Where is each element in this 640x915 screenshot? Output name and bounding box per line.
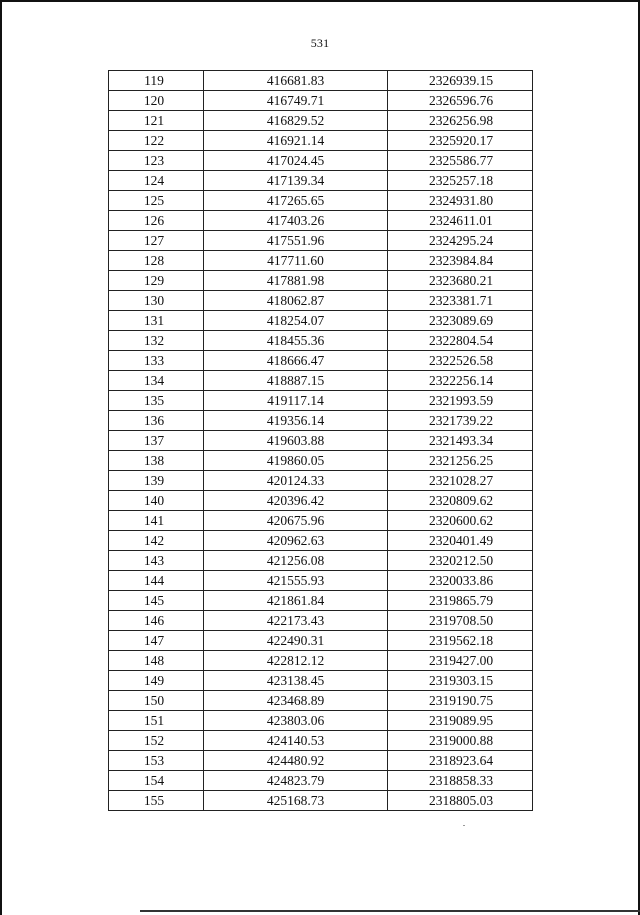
- y-coordinate-cell: 2319303.15: [388, 671, 533, 691]
- table-row: [109, 291, 533, 311]
- table-row: [109, 311, 533, 331]
- x-coordinate-cell: 420396.42: [204, 491, 388, 511]
- x-coordinate-cell: 420962.63: [204, 531, 388, 551]
- y-coordinate-cell: 2321256.25: [388, 451, 533, 471]
- point-number-cell: 138: [109, 451, 204, 471]
- table-row: [109, 531, 533, 551]
- x-coordinate-cell: 424823.79: [204, 771, 388, 791]
- table-row: [109, 591, 533, 611]
- point-number-cell: 132: [109, 331, 204, 351]
- point-number-cell: 145: [109, 591, 204, 611]
- x-coordinate-cell: 417403.26: [204, 211, 388, 231]
- table-row: [109, 151, 533, 171]
- y-coordinate-cell: 2326256.98: [388, 111, 533, 131]
- table-row: [109, 191, 533, 211]
- y-coordinate-cell: 2320401.49: [388, 531, 533, 551]
- x-coordinate-cell: 417711.60: [204, 251, 388, 271]
- y-coordinate-cell: 2325920.17: [388, 131, 533, 151]
- y-coordinate-cell: 2321739.22: [388, 411, 533, 431]
- y-coordinate-cell: 2321993.59: [388, 391, 533, 411]
- x-coordinate-cell: 418887.15: [204, 371, 388, 391]
- point-number-cell: 119: [109, 71, 204, 91]
- table-row: [109, 471, 533, 491]
- y-coordinate-cell: 2321493.34: [388, 431, 533, 451]
- x-coordinate-cell: 420124.33: [204, 471, 388, 491]
- x-coordinate-cell: 416829.52: [204, 111, 388, 131]
- point-number-cell: 142: [109, 531, 204, 551]
- y-coordinate-cell: 2318805.03: [388, 791, 533, 811]
- x-coordinate-cell: 424480.92: [204, 751, 388, 771]
- point-number-cell: 143: [109, 551, 204, 571]
- x-coordinate-cell: 419603.88: [204, 431, 388, 451]
- y-coordinate-cell: 2320809.62: [388, 491, 533, 511]
- point-number-cell: 141: [109, 511, 204, 531]
- table-row: [109, 671, 533, 691]
- y-coordinate-cell: 2320212.50: [388, 551, 533, 571]
- x-coordinate-cell: 418455.36: [204, 331, 388, 351]
- table-row: [109, 91, 533, 111]
- x-coordinate-cell: 418254.07: [204, 311, 388, 331]
- table-row: [109, 131, 533, 151]
- x-coordinate-cell: 418062.87: [204, 291, 388, 311]
- y-coordinate-cell: 2319562.18: [388, 631, 533, 651]
- x-coordinate-cell: 416921.14: [204, 131, 388, 151]
- point-number-cell: 126: [109, 211, 204, 231]
- x-coordinate-cell: 421256.08: [204, 551, 388, 571]
- table-row: [109, 631, 533, 651]
- table-row: [109, 511, 533, 531]
- point-number-cell: 128: [109, 251, 204, 271]
- table-row: [109, 71, 533, 91]
- y-coordinate-cell: 2324611.01: [388, 211, 533, 231]
- point-number-cell: 136: [109, 411, 204, 431]
- y-coordinate-cell: 2319089.95: [388, 711, 533, 731]
- table-row: [109, 611, 533, 631]
- y-coordinate-cell: 2322804.54: [388, 331, 533, 351]
- point-number-cell: 133: [109, 351, 204, 371]
- x-coordinate-cell: 417024.45: [204, 151, 388, 171]
- point-number-cell: 154: [109, 771, 204, 791]
- y-coordinate-cell: 2326939.15: [388, 71, 533, 91]
- y-coordinate-cell: 2324295.24: [388, 231, 533, 251]
- table-row: [109, 651, 533, 671]
- x-coordinate-cell: 422812.12: [204, 651, 388, 671]
- table-row: [109, 351, 533, 371]
- table-row: [109, 431, 533, 451]
- table-row: [109, 571, 533, 591]
- point-number-cell: 135: [109, 391, 204, 411]
- y-coordinate-cell: 2323381.71: [388, 291, 533, 311]
- y-coordinate-cell: 2323680.21: [388, 271, 533, 291]
- coordinates-table: [108, 70, 533, 811]
- point-number-cell: 121: [109, 111, 204, 131]
- y-coordinate-cell: 2321028.27: [388, 471, 533, 491]
- point-number-cell: 139: [109, 471, 204, 491]
- x-coordinate-cell: 417139.34: [204, 171, 388, 191]
- scan-border-top: [0, 0, 640, 2]
- x-coordinate-cell: 423138.45: [204, 671, 388, 691]
- y-coordinate-cell: 2325257.18: [388, 171, 533, 191]
- x-coordinate-cell: 417265.65: [204, 191, 388, 211]
- scan-border-left: [0, 0, 2, 915]
- y-coordinate-cell: 2323984.84: [388, 251, 533, 271]
- table-row: [109, 791, 533, 811]
- x-coordinate-cell: 418666.47: [204, 351, 388, 371]
- table-row: [109, 331, 533, 351]
- point-number-cell: 150: [109, 691, 204, 711]
- x-coordinate-cell: 417551.96: [204, 231, 388, 251]
- point-number-cell: 149: [109, 671, 204, 691]
- point-number-cell: 146: [109, 611, 204, 631]
- y-coordinate-cell: 2325586.77: [388, 151, 533, 171]
- point-number-cell: 144: [109, 571, 204, 591]
- table-row: [109, 111, 533, 131]
- table-row: [109, 371, 533, 391]
- y-coordinate-cell: 2318858.33: [388, 771, 533, 791]
- page-number: 531: [310, 36, 330, 50]
- y-coordinate-cell: 2319865.79: [388, 591, 533, 611]
- scan-speck: [463, 825, 465, 826]
- point-number-cell: 153: [109, 751, 204, 771]
- x-coordinate-cell: 423803.06: [204, 711, 388, 731]
- point-number-cell: 140: [109, 491, 204, 511]
- table-row: [109, 771, 533, 791]
- x-coordinate-cell: 419860.05: [204, 451, 388, 471]
- y-coordinate-cell: 2319708.50: [388, 611, 533, 631]
- x-coordinate-cell: 420675.96: [204, 511, 388, 531]
- x-coordinate-cell: 416749.71: [204, 91, 388, 111]
- x-coordinate-cell: 421555.93: [204, 571, 388, 591]
- point-number-cell: 124: [109, 171, 204, 191]
- table-row: [109, 451, 533, 471]
- coordinates-table-body: [109, 71, 533, 811]
- y-coordinate-cell: 2323089.69: [388, 311, 533, 331]
- table-row: [109, 731, 533, 751]
- table-row: [109, 231, 533, 251]
- y-coordinate-cell: 2320600.62: [388, 511, 533, 531]
- point-number-cell: 152: [109, 731, 204, 751]
- x-coordinate-cell: 422173.43: [204, 611, 388, 631]
- y-coordinate-cell: 2324931.80: [388, 191, 533, 211]
- y-coordinate-cell: 2319000.88: [388, 731, 533, 751]
- point-number-cell: 120: [109, 91, 204, 111]
- x-coordinate-cell: 416681.83: [204, 71, 388, 91]
- x-coordinate-cell: 419117.14: [204, 391, 388, 411]
- table-row: [109, 271, 533, 291]
- table-row: [109, 551, 533, 571]
- x-coordinate-cell: 421861.84: [204, 591, 388, 611]
- x-coordinate-cell: 419356.14: [204, 411, 388, 431]
- table-row: [109, 251, 533, 271]
- x-coordinate-cell: 425168.73: [204, 791, 388, 811]
- point-number-cell: 130: [109, 291, 204, 311]
- point-number-cell: 127: [109, 231, 204, 251]
- point-number-cell: 147: [109, 631, 204, 651]
- table-row: [109, 711, 533, 731]
- table-row: [109, 691, 533, 711]
- y-coordinate-cell: 2322256.14: [388, 371, 533, 391]
- x-coordinate-cell: 422490.31: [204, 631, 388, 651]
- table-row: [109, 411, 533, 431]
- point-number-cell: 137: [109, 431, 204, 451]
- y-coordinate-cell: 2319427.00: [388, 651, 533, 671]
- table-row: [109, 491, 533, 511]
- point-number-cell: 122: [109, 131, 204, 151]
- table-row: [109, 171, 533, 191]
- point-number-cell: 131: [109, 311, 204, 331]
- x-coordinate-cell: 423468.89: [204, 691, 388, 711]
- table-row: [109, 751, 533, 771]
- x-coordinate-cell: 417881.98: [204, 271, 388, 291]
- point-number-cell: 148: [109, 651, 204, 671]
- y-coordinate-cell: 2319190.75: [388, 691, 533, 711]
- table-row: [109, 211, 533, 231]
- point-number-cell: 155: [109, 791, 204, 811]
- table-row: [109, 391, 533, 411]
- point-number-cell: 129: [109, 271, 204, 291]
- scan-border-bottom: [140, 910, 640, 912]
- point-number-cell: 134: [109, 371, 204, 391]
- y-coordinate-cell: 2318923.64: [388, 751, 533, 771]
- y-coordinate-cell: 2326596.76: [388, 91, 533, 111]
- point-number-cell: 125: [109, 191, 204, 211]
- y-coordinate-cell: 2322526.58: [388, 351, 533, 371]
- x-coordinate-cell: 424140.53: [204, 731, 388, 751]
- point-number-cell: 123: [109, 151, 204, 171]
- y-coordinate-cell: 2320033.86: [388, 571, 533, 591]
- point-number-cell: 151: [109, 711, 204, 731]
